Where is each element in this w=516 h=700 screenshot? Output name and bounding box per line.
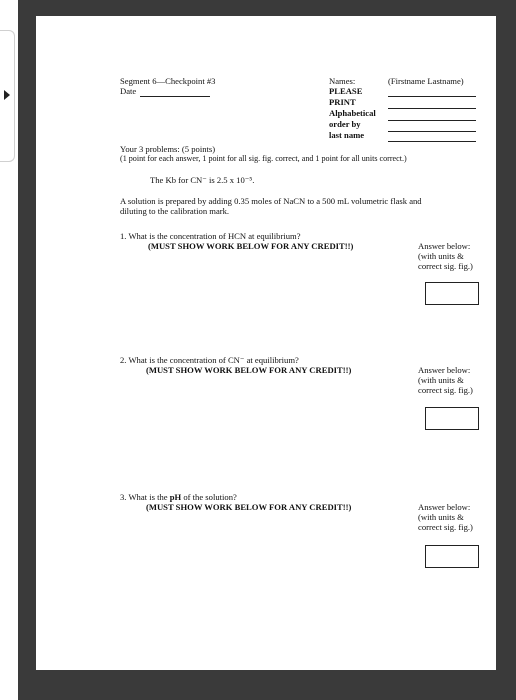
document-page: [36, 16, 496, 670]
question-3-answer-box[interactable]: [425, 545, 479, 568]
instruction-please: PLEASE: [329, 86, 363, 96]
question-2-note: (MUST SHOW WORK BELOW FOR ANY CREDIT!!): [146, 365, 352, 375]
name-line-3: [388, 120, 476, 121]
date-line: [140, 96, 210, 97]
question-1-answer-box[interactable]: [425, 282, 479, 305]
question-1-note: (MUST SHOW WORK BELOW FOR ANY CREDIT!!): [148, 241, 354, 251]
kb-statement: The Kb for CN⁻ is 2.5 x 10⁻⁵.: [150, 175, 255, 185]
question-3-answer-units: (with units &: [418, 512, 464, 522]
name-line-2: [388, 108, 476, 109]
names-label: Names:: [329, 76, 356, 86]
viewer-frame-top: [18, 0, 516, 16]
viewer-frame-right: [496, 0, 516, 700]
viewer-frame-left: [18, 0, 36, 700]
question-3-text: 3. What is the pH of the solution?: [120, 492, 237, 502]
instruction-alphabetical: Alphabetical: [329, 108, 376, 118]
instruction-lastname: last name: [329, 130, 365, 140]
date-label: Date: [120, 86, 137, 96]
viewer-frame-bottom: [36, 670, 516, 700]
question-2-answer-sigfig: correct sig. fig.): [418, 385, 473, 395]
name-line-5: [388, 141, 476, 142]
names-format: (Firstname Lastname): [388, 76, 464, 86]
question-1-answer-sigfig: correct sig. fig.): [418, 261, 473, 271]
name-line-1: [388, 96, 476, 97]
solution-line-2: diluting to the calibration mark.: [120, 206, 230, 216]
question-2-answer-box[interactable]: [425, 407, 479, 430]
question-2-answer-units: (with units &: [418, 375, 464, 385]
scoring-line: (1 point for each answer, 1 point for all sig. fig. correct, and 1 point for all units correct.): [120, 154, 407, 163]
question-3-answer-sigfig: correct sig. fig.): [418, 522, 473, 532]
question-1-answer-units: (with units &: [418, 251, 464, 261]
question-3-note: (MUST SHOW WORK BELOW FOR ANY CREDIT!!): [146, 502, 352, 512]
question-2-text: 2. What is the concentration of CN⁻ at equilibrium?: [120, 355, 299, 365]
instruction-order: order by: [329, 119, 361, 129]
segment-title: Segment 6—Checkpoint #3: [120, 76, 216, 86]
question-2-answer-label: Answer below:: [418, 365, 471, 375]
instruction-print: PRINT: [329, 97, 356, 107]
problems-line: Your 3 problems: (5 points): [120, 144, 216, 154]
question-1-answer-label: Answer below:: [418, 241, 471, 251]
expand-arrow-icon[interactable]: [4, 90, 10, 100]
solution-line-1: A solution is prepared by adding 0.35 moles of NaCN to a 500 mL volumetric flask and: [120, 196, 422, 206]
name-line-4: [388, 131, 476, 132]
question-1-text: 1. What is the concentration of HCN at equilibrium?: [120, 231, 301, 241]
question-3-answer-label: Answer below:: [418, 502, 471, 512]
